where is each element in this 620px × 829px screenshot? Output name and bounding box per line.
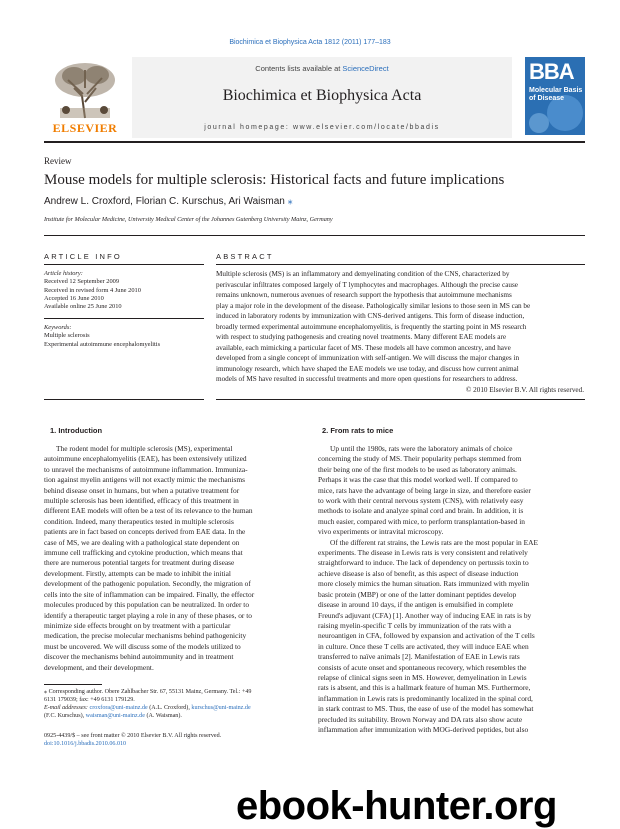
- body-line: molecules produced by this population can be neutralized. In order to: [44, 600, 250, 610]
- email-owner: (F.C. Kurschus),: [44, 713, 85, 719]
- body-line: Of the different rat strains, the Lewis rats are the most popular in EAE: [330, 537, 538, 547]
- body-line: precluded its suitability. Brown Norway and DA rats also show acute: [318, 714, 523, 724]
- section-1-body: [44, 444, 310, 673]
- body-line: medication, the precise molecular mechanisms behind pathogenicity: [44, 631, 247, 641]
- body-line: minimize side effects brought on by treatment with a particular: [44, 620, 231, 630]
- history-revised: Received in revised form 4 June 2010: [44, 286, 141, 294]
- journal-cover-image: [525, 57, 585, 135]
- body-line: different EAE models will often be a test of its relevance to the human: [44, 506, 253, 516]
- body-line: The rodent model for multiple sclerosis (MS), experimental: [56, 444, 233, 453]
- keywords-block: [44, 324, 160, 349]
- corresponding-author-mark[interactable]: ⁎: [287, 196, 293, 207]
- body-line: inflammation in Lewis rats is predominantly localized in the spinal cord,: [318, 693, 533, 703]
- title-rule: [44, 235, 585, 236]
- abstract-line: Multiple sclerosis (MS) is an inflammatory and demyelinating condition of the CNS, characterized by: [216, 270, 510, 278]
- body-line: rats is absent, and this is a hallmark feature of human MS. Furthermore,: [318, 683, 531, 693]
- body-line: discover the mechanisms behind autoimmunity and in treatment: [44, 652, 234, 662]
- body-line: behind disease onset in humans, but when a putative treatment for: [44, 485, 240, 495]
- abstract-line: broadly termed experimental autoimmune encephalomyelitis, is frequently the starting point in MS research: [216, 322, 527, 331]
- keywords-rule: [44, 318, 204, 319]
- article-info-heading: ARTICLE INFO: [44, 252, 122, 261]
- section-1-heading: 1. Introduction: [50, 426, 103, 435]
- email-owner: (A. Waisman).: [146, 713, 182, 719]
- article-history: [44, 270, 141, 311]
- sciencedirect-link[interactable]: ScienceDirect: [342, 64, 389, 73]
- author-list: [44, 196, 293, 207]
- body-line: Perhaps it was the case that this model worked well. If compared to: [318, 475, 518, 485]
- footnote-line: 6131 179039; fax: +49 6131 179129.: [44, 697, 135, 703]
- body-line: case of MS, we are dealing with a pathological state dependent on: [44, 537, 240, 547]
- abstract-line: available, each mimicking a particular facet of MS. These models all have common ancestry, and have: [216, 343, 511, 352]
- section-2-body: [318, 444, 585, 735]
- footnote-line: ⁎ Corresponding author. Obere Zahlbacher Str. 67, 55131 Mainz, Germany. Tel.: +49: [44, 689, 252, 695]
- keywords-label: Keywords:: [44, 324, 72, 331]
- body-line: cells into the site of inflammation can be impaired. Finally, the effector: [44, 589, 255, 599]
- body-line: experiments. The disease in Lewis rats is very consistent and relatively: [318, 548, 528, 558]
- body-line: identify a therapeutic target playing a role in any of these phases, or to: [44, 610, 252, 620]
- email-link[interactable]: croxfora@uni-mainz.de: [89, 705, 148, 711]
- article-info-rule: [44, 264, 204, 265]
- body-line: tion against myelin antigens will not exactly mimic the mechanisms: [44, 475, 245, 485]
- body-line: condition. Indeed, many therapeutics tested in multiple sclerosis: [44, 516, 234, 526]
- body-line: achieve disease is also of benefit, as this aspect of disease induction: [318, 568, 519, 578]
- body-line: basic protein (MBP) or one of the latter dominant peptides develop: [318, 589, 517, 599]
- footnote-rule: [44, 684, 102, 685]
- body-line: there are numerous potential targets for treatment during disease: [44, 558, 235, 568]
- elsevier-wordmark: ELSEVIER: [52, 121, 118, 135]
- footnote-emails-cont: [44, 712, 310, 720]
- body-line: in culture. Once these T cells are activated, they will induce EAE when: [318, 641, 529, 651]
- history-label: Article history:: [44, 270, 83, 277]
- body-line: immune cell trafficking and cytokine production, which means that: [44, 548, 243, 558]
- body-line: consists of acute onset and spontaneous recovery, which resembles the: [318, 662, 527, 672]
- body-line: to work with their central nervous system (CNS), with relatively easy: [318, 496, 524, 506]
- body-line: development of the pathogenic population. Secondly, the migration of: [44, 579, 251, 589]
- body-line: must be uncovered. We will discuss some of the models utilized to: [44, 641, 241, 651]
- body-line: more closely mimics the human situation. Rats immunized with myelin: [318, 579, 530, 589]
- abstract-line: developed from a single concept of immunization with self-antigen. We will discuss the major changes in: [216, 354, 520, 363]
- abstract-line: models of MS have resulted in successful treatments and more open questions for researchers to address.: [216, 375, 518, 384]
- history-online: Available online 25 June 2010: [44, 303, 122, 311]
- article-title: Mouse models for multiple sclerosis: Historical facts and future implications: [44, 172, 505, 188]
- body-line: raising myelin-specific T cells by immunization of the rats with a: [318, 620, 512, 630]
- body-line: methods to isolate and analyze spinal cord and brain. In addition, it is: [318, 506, 524, 516]
- journal-homepage[interactable]: journal homepage: www.elsevier.com/locate/bbadis: [204, 124, 440, 131]
- body-line: concerning the study of MS. Their popularity perhaps stemmed from: [318, 454, 522, 464]
- contents-line: [132, 64, 512, 73]
- cover-title: BBA: [529, 59, 574, 84]
- body-line: development, and their development.: [44, 662, 154, 672]
- body-line: vivo experiments or intravital microscopy.: [318, 527, 444, 537]
- abstract-copyright: © 2010 Elsevier B.V. All rights reserved.: [465, 386, 584, 395]
- abstract-line: play a major role in the development of the disease. Pathologically similar lesions to those seen in MS can be: [216, 301, 531, 310]
- keyword-item: Multiple sclerosis: [44, 332, 90, 340]
- body-line: neuroantigen in CFA, followed by expansion and activation of the T cells: [318, 631, 535, 641]
- body-line: Up until the 1980s, rats were the laboratory animals of choice: [330, 444, 513, 453]
- abstract-line: with respect to studying pathogenesis and creating novel treatments. Many different EAE models are: [216, 333, 507, 342]
- doi-link[interactable]: doi:10.1016/j.bbadis.2010.06.010: [44, 741, 127, 747]
- body-line: multiple sclerosis has been identified, efficacy of this treatment in: [44, 496, 239, 506]
- footnote-emails: [44, 704, 310, 712]
- body-line: disease in around 10 days, if the antigen is emulsified in complete: [318, 600, 513, 610]
- body-line: straightforward to induce. The lack of dependency on pertussis toxin to: [318, 558, 529, 568]
- abstract-heading: ABSTRACT: [216, 252, 274, 261]
- abstract-line: perivascular infiltrates composed largely of T lymphocytes and macrophages. Although the precise cause: [216, 280, 518, 289]
- email-link[interactable]: kurschus@uni-mainz.de: [191, 705, 251, 711]
- email-link[interactable]: waisman@uni-mainz.de: [85, 713, 145, 719]
- front-matter: [44, 732, 310, 748]
- journal-title: Biochimica et Biophysica Acta: [222, 87, 422, 104]
- body-line: Freund's adjuvant (CFA) [1]. Another way of inducing EAE in rats is by: [318, 610, 532, 620]
- abstract-body: [216, 269, 584, 396]
- article-type: Review: [44, 156, 72, 166]
- issn-line: 0925-4439/$ – see front matter © 2010 Elsevier B.V. All rights reserved.: [44, 733, 222, 739]
- affiliation: Institute for Molecular Medicine, University Medical Center of the Johannes Gutenberg University Mainz, Germany: [44, 216, 333, 223]
- section-2-heading: 2. From rats to mice: [322, 426, 394, 435]
- body-line: inflammation after immunization with MOG-derived peptides, but also: [318, 724, 529, 734]
- keyword-item: Experimental autoimmune encephalomyelitis: [44, 340, 161, 348]
- contents-prefix: Contents lists available at: [255, 64, 341, 73]
- body-line: much easier, compared with mice, to perform transplantation-based in: [318, 516, 525, 526]
- body-line: patients are in fact based on concepts derived from EAE data. In the: [44, 527, 246, 537]
- body-line: their being one of the first models to be used as laboratory animals.: [318, 464, 517, 474]
- authors-text: Andrew L. Croxford, Florian C. Kurschus, Ari Waisman: [44, 196, 285, 207]
- email-label: E-mail addresses:: [44, 705, 88, 711]
- watermark: ebook-hunter.org: [236, 784, 557, 828]
- abstract-line: remains unknown, numerous avenues of research support the hypothesis that autoimmune mechanisms: [216, 291, 512, 300]
- email-owner: (A.L. Croxford),: [149, 705, 190, 711]
- body-line: relapse of clinical signs seen in MS. However, demyelination in Lewis: [318, 672, 527, 682]
- body-line: mice, rats have the advantage of being large in size, and therefore easier: [318, 485, 531, 495]
- body-line: to unravel the mechanisms of autoimmune inflammation. Immuniza-: [44, 464, 248, 474]
- history-received: Received 12 September 2009: [44, 278, 120, 286]
- body-line: autoimmune encephalomyelitis (EAE), has been extensively utilized: [44, 454, 247, 464]
- info-bottom-rule: [44, 399, 204, 400]
- body-line: in stark contrast to MS. Thus, the ease of use of the model has somewhat: [318, 704, 534, 714]
- abstract-bottom-rule: [216, 399, 585, 400]
- abstract-rule: [216, 264, 585, 265]
- abstract-line: induced in laboratory rodents by immunization with CNS-derived antigens. This form of disease induction,: [216, 312, 525, 321]
- header-rule: [44, 141, 585, 143]
- footnote: [44, 688, 310, 720]
- history-accepted: Accepted 16 June 2010: [44, 294, 104, 302]
- body-line: transferred to naïve animals [2]. Manifestation of EAE in Lewis rats: [318, 652, 520, 662]
- running-head[interactable]: Biochimica et Biophysica Acta 1812 (2011) 177–183: [229, 39, 391, 46]
- body-line: development. Firstly, attempts can be made to inhibit the initial: [44, 568, 231, 578]
- cover-subtitle: Molecular Basis of Disease: [529, 87, 583, 102]
- abstract-line: immunology research, which have shaped the EAE models we use today, and discuss how current animal: [216, 364, 519, 373]
